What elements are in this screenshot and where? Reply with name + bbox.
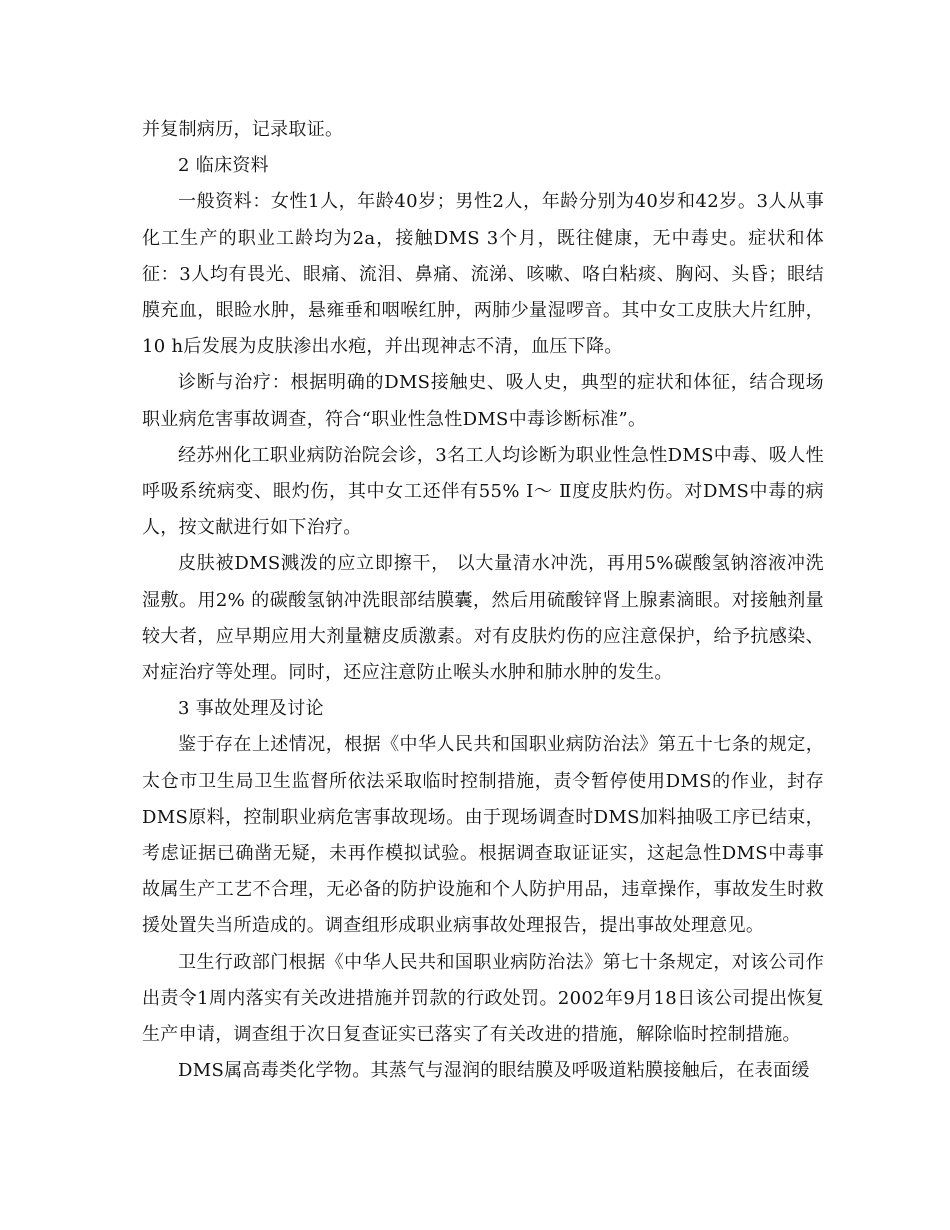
document-page: [142, 112, 824, 1089]
paragraph-continuation: 并复制病历，记录取证。: [142, 119, 344, 140]
section-heading-accident-handling: 3 事故处理及讨论: [178, 698, 324, 720]
paragraph-administrative-penalty: 卫生行政部门根据《中华人民共和国职业病防治法》第七十条规定，对该公司作出责令1周内落实有关改进措施并罚款的行政处罚。2002年9月18日该公司提出恢复生产申请，调查组于次日复查证实已落实了有关改进的措施，解除临时控制措施。: [142, 951, 824, 1046]
paragraph-skin-treatment: 皮肤被DMS溅泼的应立即擦干， 以大量清水冲洗，再用5%碳酸氢钠溶液冲洗湿敷。用2% 的碳酸氢钠冲洗眼部结膜囊，然后用硫酸锌肾上腺素滴眼。对接触剂量较大者，应早期应用大剂量糖皮质激素。对有皮肤灼伤的应注意保护，给予抗感染、对症治疗等处理。同时，还应注意防止喉头水肿和肺水肿的发生。: [142, 553, 824, 684]
paragraph-control-measures: 鉴于存在上述情况，根据《中华人民共和国职业病防治法》第五十七条的规定，太仓市卫生局卫生监督所依法采取临时控制措施，责令暂停使用DMS的作业，封存DMS原料，控制职业病危害事故现场。由于现场调查时DMS加料抽吸工序已结束，考虑证据已确凿无疑，未再作模拟试验。根据调查取证证实，这起急性DMS中毒事故属生产工艺不合理，无必备的防护设施和个人防护用品，违章操作，事故发生时救援处置失当所造成的。调查组形成职业病事故处理报告，提出事故处理意见。: [142, 734, 824, 937]
paragraph-dms-toxicity: DMS属高毒类化学物。其蒸气与湿润的眼结膜及呼吸道粘膜接触后，在表面缓: [178, 1060, 810, 1082]
paragraph-general-data: 一般资料：女性1人，年龄40岁；男性2人，年龄分别为40岁和42岁。3人从事化工生产的职业工龄均为2a，接触DMS 3个月，既往健康，无中毒史。症状和体征：3人均有畏光、眼痛、流泪、鼻痛、流涕、咳嗽、咯白粘痰、胸闷、头昏；眼结膜充血，眼睑水肿，悬雍垂和咽喉红肿，两肺少量湿啰音。其中女工皮肤大片红肿，10 h后发展为皮肤渗出水疱，并出现神志不清，血压下降。: [142, 191, 824, 358]
section-heading-clinical-data: 2 临床资料: [178, 155, 269, 177]
paragraph-consultation: 经苏州化工职业病防治院会诊，3名工人均诊断为职业性急性DMS中毒、吸人性呼吸系统病变、眼灼伤，其中女工还伴有55% Ⅰ～ Ⅱ度皮肤灼伤。对DMS中毒的病人，按文献进行如下治疗。: [142, 444, 824, 539]
paragraph-diagnosis-treatment: 诊断与治疗：根据明确的DMS接触史、吸人史，典型的症状和体征，结合现场职业病危害事故调查，符合“职业性急性DMS中毒诊断标准”。: [142, 372, 824, 430]
